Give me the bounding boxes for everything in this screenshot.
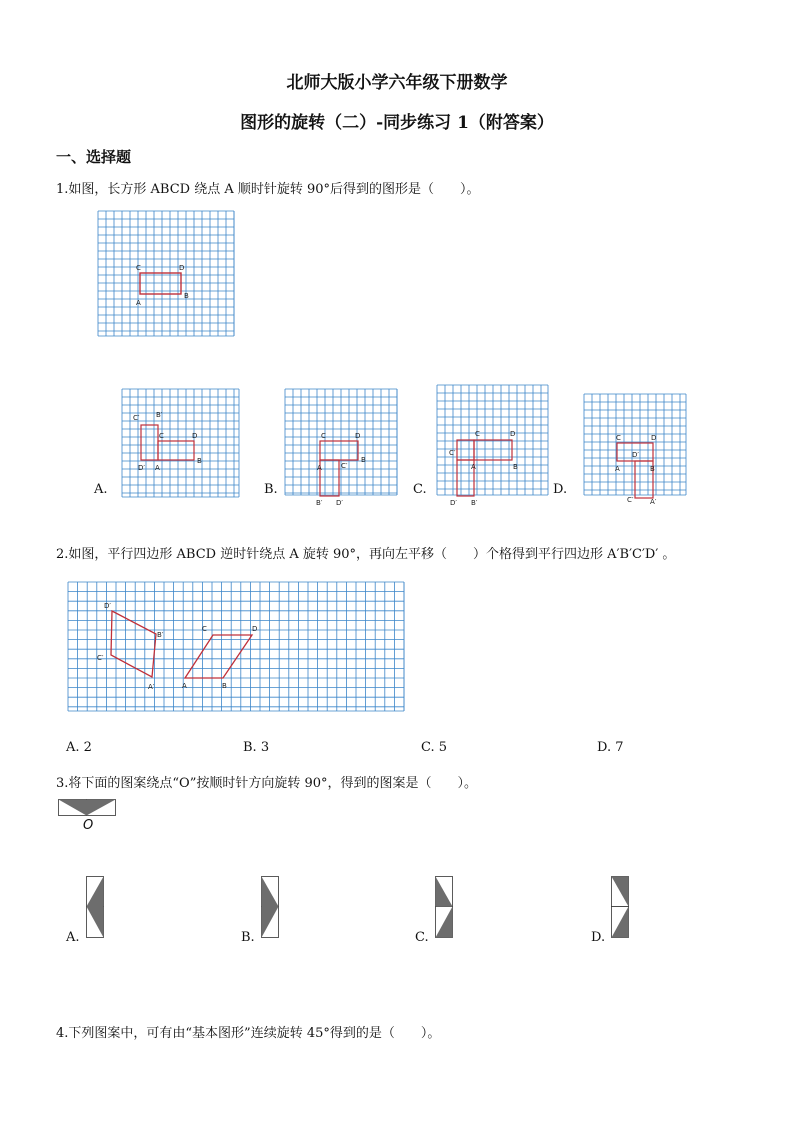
q2-option-c[interactable]: C. 5 <box>421 740 448 755</box>
q3-option-c-pattern <box>435 876 453 938</box>
label-Cp: C′ <box>133 414 140 422</box>
label-Cp: C′ <box>341 462 348 470</box>
question-2-stem: 2.如图，平行四边形 ABCD 逆时针绕点 A 旋转 90°，再向左平移（ ）个格得到平行四边形 A′B′C′D′ 。 <box>56 547 676 562</box>
page-subtitle: 图形的旋转（二）-同步练习 1（附答案） <box>240 113 554 133</box>
label-D: D <box>651 434 657 442</box>
label-B: B <box>361 456 366 464</box>
q3-option-a-pattern <box>86 876 104 938</box>
label-B: B <box>513 463 518 471</box>
q3-option-a[interactable]: A. <box>66 930 80 945</box>
label-Ap: A′ <box>148 683 155 691</box>
question-1-stem: 1.如图，长方形 ABCD 绕点 A 顺时针旋转 90°后得到的图形是（ ）。 <box>56 182 480 197</box>
q3-option-b[interactable]: B. <box>241 930 255 945</box>
q2-option-d[interactable]: D. 7 <box>597 740 624 755</box>
question-3-stem: 3.将下面的图案绕点“O”按顺时针方向旋转 90°，得到的图案是（ ）。 <box>56 776 478 791</box>
label-C: C <box>136 264 141 272</box>
label-D: D <box>355 432 361 440</box>
q1-main-grid <box>98 211 234 336</box>
q2-option-a[interactable]: A. 2 <box>66 740 92 755</box>
question-4-stem: 4.下列图案中，可有由“基本图形”连续旋转 45°得到的是（ ）。 <box>56 1026 441 1041</box>
label-C: C <box>202 625 207 633</box>
q1-option-c[interactable]: C. <box>413 482 427 497</box>
q1-option-a[interactable]: A. <box>94 482 108 497</box>
q1-option-a-grid <box>122 389 239 497</box>
label-C: C <box>475 430 480 438</box>
label-Dp: D′ <box>632 451 639 459</box>
q2-grid <box>68 582 404 711</box>
label-A: A <box>471 463 476 471</box>
label-C: C <box>159 432 164 440</box>
label-Ap: A′ <box>650 498 657 506</box>
label-D: D <box>510 430 516 438</box>
center-o-label: O <box>83 818 94 833</box>
label-C: C <box>616 434 621 442</box>
page-title: 北师大版小学六年级下册数学 <box>286 73 508 93</box>
label-Cp: C′ <box>97 654 104 662</box>
label-C: C <box>321 432 326 440</box>
label-Bp: B′ <box>157 631 164 639</box>
label-B: B <box>184 292 189 300</box>
label-D: D <box>192 432 198 440</box>
q3-option-b-pattern <box>261 876 279 938</box>
label-Dp: D′ <box>138 464 145 472</box>
label-B: B <box>197 457 202 465</box>
label-Dp: D′ <box>450 499 457 507</box>
label-Cp: C′ <box>627 496 634 504</box>
label-A: A <box>615 465 620 473</box>
label-Bp: B′ <box>156 411 163 419</box>
q2-option-b[interactable]: B. 3 <box>243 740 270 755</box>
q3-base-pattern <box>58 799 116 817</box>
label-B: B <box>222 682 227 690</box>
q1-option-d[interactable]: D. <box>553 482 568 497</box>
q1-option-b-grid <box>285 389 397 507</box>
q1-option-d-grid <box>584 394 686 506</box>
label-Dp: D′ <box>336 499 343 507</box>
label-B: B <box>650 465 655 473</box>
label-A: A <box>317 464 322 472</box>
label-D: D <box>252 625 258 633</box>
label-Cp: C′ <box>449 449 456 457</box>
label-A: A <box>155 464 160 472</box>
q3-option-d[interactable]: D. <box>591 930 606 945</box>
label-A: A <box>136 299 141 307</box>
label-Bp: B′ <box>316 499 323 507</box>
label-A: A <box>182 682 187 690</box>
q1-option-c-grid <box>437 385 548 507</box>
q1-option-b[interactable]: B. <box>264 482 278 497</box>
q3-option-c[interactable]: C. <box>415 930 429 945</box>
label-Dp: D′ <box>104 602 111 610</box>
label-Bp: B′ <box>471 499 478 507</box>
section-heading: 一、选择题 <box>56 148 132 166</box>
label-D: D <box>179 264 185 272</box>
q3-option-d-pattern <box>611 876 629 938</box>
